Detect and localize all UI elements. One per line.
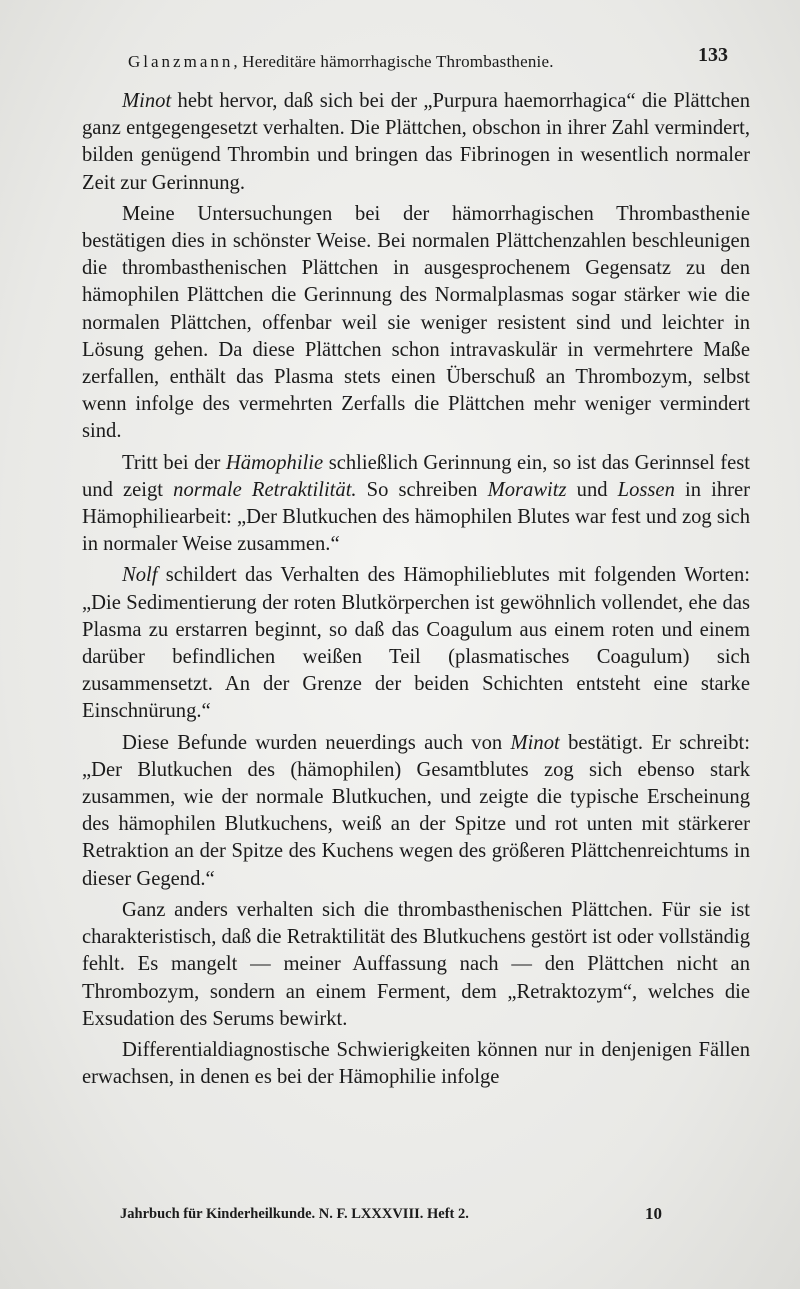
text-span: Differentialdiagnostische Schwierigkeiten können nur in denjenigen Fällen erwachsen, in denen es bei der Hämophilie infolge xyxy=(82,1038,750,1089)
page-number: 133 xyxy=(698,44,728,66)
text-span: bestätigt. Er schreibt: „Der Blutkuchen des (hämophilen) Gesamtblutes zog sich ebenso stark zusammen, wie der normale Blutkuchen, und zeigte die typische Erscheinung des hämophilen Blutkuchens, weiß an der Spitze und rot unten mit stärkerer Retraktion an der Spitze des Kuchens wegen des größeren Plättchenreichtums in dieser Gegend.“ xyxy=(82,731,750,890)
text-span: Minot xyxy=(510,731,560,754)
paragraph xyxy=(82,562,750,725)
text-span: So schreiben xyxy=(356,478,488,501)
text-span: Morawitz xyxy=(487,478,567,501)
text-span: in ihrer Hämophiliearbeit: „Der Blutkuchen des hämophilen Blutes war fest und zog sich in normaler Weise zusammen.“ xyxy=(82,478,750,556)
paragraph xyxy=(82,1037,750,1091)
text-span: Hämophilie xyxy=(225,451,324,474)
text-span: hebt hervor, daß sich bei der „Purpura haemorrhagica“ die Plättchen ganz entgegengesetzt verhalten. Die Plättchen, obschon in ihrer Zahl vermindert, bilden genügend Thrombin und bringen das Fibrinogen in wesentlich normaler Zeit zur Gerinnung. xyxy=(82,90,750,194)
article-title: , Hereditäre hämorrhagische Thrombasthenie. xyxy=(233,52,554,71)
text-span: Meine Untersuchungen bei der hämorrhagischen Thrombasthenie bestätigen dies in schönster Weise. Bei normalen Plättchenzahlen beschleunigen die thrombasthenischen Plättchen in ausgesprochenem Gegensatz zu den hämophilen Plättchen die Gerinnung des Normalplasmas sogar stärker wie die normalen Plättchen, offenbar weil sie weniger resistent sind und leichter in Lösung gehen. Da diese Plättchen schon intravaskulär in vermehrtere Maße zerfallen, enthält das Plasma stets einen Überschuß an Thrombozym, selbst wenn infolge des vermehrten Zerfalls die Plättchen mehr weniger vermindert sind. xyxy=(82,202,750,443)
body-text xyxy=(82,88,750,1095)
page-header xyxy=(128,42,728,76)
text-span: und xyxy=(566,478,618,501)
paragraph xyxy=(82,897,750,1033)
running-head xyxy=(128,52,554,72)
text-span: Ganz anders verhalten sich die thrombasthenischen Plättchen. Für sie ist charakteristisch, daß die Retraktilität des Blutkuchens gestört ist oder vollständig fehlt. Es mangelt — meiner Auffassung nach — den Plättchen nicht an Thrombozym, sondern an einem Ferment, dem „Retraktozym“, welches die Exsudation des Serums bewirkt. xyxy=(82,898,750,1030)
journal-footer: Jahrbuch für Kinderheilkunde. N. F. LXXXVIII. Heft 2. xyxy=(120,1206,469,1222)
paragraph xyxy=(82,88,750,197)
paragraph xyxy=(82,201,750,446)
author-name: Glanzmann xyxy=(128,52,234,71)
text-span: normale Retraktilität. xyxy=(173,478,357,501)
page-footer xyxy=(120,1206,680,1230)
text-span: Nolf xyxy=(122,564,158,587)
sheet-signature: 10 xyxy=(645,1204,662,1223)
paragraph xyxy=(82,450,750,559)
text-span: Minot xyxy=(122,90,172,112)
text-span: Diese Befunde wurden neuerdings auch von xyxy=(122,731,511,754)
text-span: schildert das Verhalten des Hämophilieblutes mit folgenden Worten: „Die Sedimentierung der roten Blutkörperchen ist gewöhnlich vollendet, ehe das Plasma zu erstarren beginnt, so daß das Coagulum aus einem roten und einem darüber befindlichen weißen Teil (plasmatisches Coagulum) sich zusammensetzt. An der Grenze der beiden Schichten entsteht eine starke Einschnürung.“ xyxy=(82,564,750,723)
paragraph xyxy=(82,730,750,893)
text-span: Tritt bei der xyxy=(122,451,226,474)
text-span: Lossen xyxy=(617,478,675,501)
text-span: schließlich Gerinnung ein, so ist das Gerinnsel fest und zeigt xyxy=(82,451,750,501)
